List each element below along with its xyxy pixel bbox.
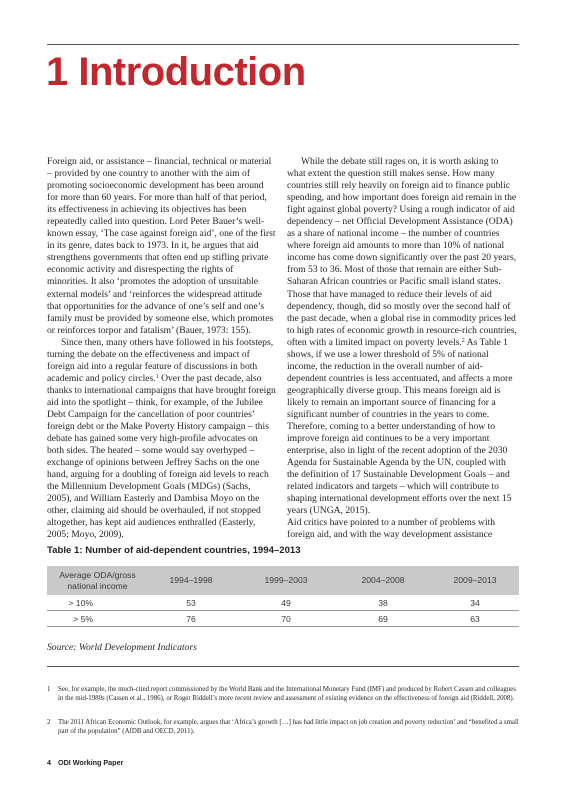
paragraph: Aid critics have pointed to a number of problems with foreign aid, and with the way development assistance <box>287 517 496 541</box>
table-cell: 69 <box>335 611 431 627</box>
table-cell: 63 <box>431 611 519 627</box>
footnote <box>47 686 519 703</box>
paragraph: Foreign aid, or assistance – financial, technical or material – provided by one country to another with the aim of promoting socioeconomic development has been around for more than 60 years. For more than half of that period, its effectiveness in achieving its objectives has been repeatedly called into question. Lord Peter Bauer’s well-known essay, ‘The case against foreign aid’, one of the first in its genre, dates back to 1973. In it, he argues that aid strengthens governments that often end up stifling private economic activity and disrespecting the rights of minorities. It also ‘promotes the adoption of unsuitable external models’ and ‘reinforces the widespread attitude that opportunities for the advance of one’s self and one’s family must be provided by someone else, which promotes or reinforces torpor and fatalism’ (Bauer, 1973: 155). <box>47 156 276 336</box>
footnote-text: See, for example, the much-cited report commissioned by the World Bank and the International Monetary Fund (IMF) and produced by Robert Cassen and colleagues in the mid-1980s (Cassen et al., 1986), or Roger Riddell’s more recent review and assessment of existing evidence on the effectiveness of foreign aid (Riddell, 2008). <box>58 686 516 702</box>
aid-dependency-table <box>47 566 519 627</box>
chapter-title: 1 Introduction <box>46 50 306 94</box>
body-column-right <box>287 156 519 542</box>
table-title: Table 1: Number of aid-dependent countries, 1994–2013 <box>47 545 301 556</box>
table-cell: 70 <box>237 611 335 627</box>
footnote-ref[interactable]: 1 <box>155 373 159 380</box>
column-header: Average ODA/gross national income <box>59 569 136 591</box>
row-label: > 10% <box>47 595 145 611</box>
footnote-ref[interactable]: 2 <box>461 337 465 344</box>
table-header-row <box>47 566 519 595</box>
paragraph-text: Over the past decade, also thanks to international campaigns that have brought foreign aid into the spotlight – think, for example, of the Jubilee Debt Campaign for the cancellation of poor countries’ foreign debt or the Make Poverty History campaign – this debate has gained some very high-profile advocates on both sides. The heated – some would say overhyped – exchange of opinions between Jeffrey Sachs on the one hand, arguing for a doubling of foreign aid levels to reach the Millennium Development Goals (MDGs) (Sachs, 2005), and William Easterly and Dambisa Moyo on the other, claiming aid should be overhauled, if not stopped altogether, has kept aid audiences enthralled (Easterly, 2005; Moyo, 2009). <box>47 372 276 541</box>
column-header: 1994–1998 <box>169 575 213 585</box>
body-column-left <box>47 156 277 542</box>
table-cell: 53 <box>145 595 237 611</box>
footnotes-rule <box>47 666 519 667</box>
table-cell: 49 <box>237 595 335 611</box>
page-footer <box>47 758 123 767</box>
table-row <box>47 595 519 611</box>
paragraph <box>47 337 277 542</box>
table-cell: 38 <box>335 595 431 611</box>
publication-name: ODI Working Paper <box>58 758 124 767</box>
table-source: Source: World Development Indicators <box>47 642 197 653</box>
table-cell: 34 <box>431 595 519 611</box>
paragraph-text: As Table 1 shows, if we use a lower threshold of 5% of national income, the reduction in the overall number of aid-dependent countries is less accentuated, and affects a more geographically diverse group. This means foreign aid is likely to remain an important source of financing for a significant number of countries in the years to come. Therefore, coming to a better understanding of how to improve foreign aid continues to be a very important enterprise, also in light of the recent adoption of the 2030 Agenda for Sustainable Agenda by the UN, coupled with the definition of 17 Sustainable Development Goals – and related indicators and targets – which will contribute to shaping international development efforts over the next 15 years (UNGA, 2015). <box>287 336 513 517</box>
table-row <box>47 611 519 627</box>
column-header: 1999–2003 <box>264 575 308 585</box>
table-cell: 76 <box>145 611 237 627</box>
top-rule <box>47 44 519 45</box>
paragraph-text: While the debate still rages on, it is worth asking to what extent the question still makes sense. How many countries still rely heavily on foreign aid to finance public spending, and how important does foreign aid remain in the fight against global poverty? Using a rough indicator of aid dependency – net Official Development Assistance (ODA) as a share of national income – the number of countries where foreign aid amounts to more than 10% of national income has come down significantly over the past 20 years, from 53 to 36. Most of those that remain are either Sub-Saharan African countries or Pacific small island states. Those that have managed to reduce their levels of aid dependency, though, did so mostly over the second half of the past decade, when a global rise in commodity prices led to high rates of economic growth in resource-rich countries, often with a limited impact on poverty levels. <box>287 156 517 348</box>
column-header: 2004–2008 <box>361 575 405 585</box>
footnote-number: 2 <box>47 719 51 726</box>
footnote-number: 1 <box>47 686 51 693</box>
page-number: 4 <box>47 758 51 767</box>
paragraph <box>287 156 519 517</box>
footnote <box>47 719 519 736</box>
row-label: > 5% <box>47 611 145 627</box>
column-header: 2009–2013 <box>453 575 497 585</box>
paragraph-text: Since then, many others have followed in his footsteps, turning the debate on the effectiveness and impact of foreign aid into a regular feature of discussions in both academic and policy circles. <box>47 336 274 384</box>
footnote-text: The 2011 African Economic Outlook, for example, argues that ‘Africa’s growth […] has had little impact on job creation and poverty reduction’ and “benefited a small part of the population” (AfDB and OECD, 2011). <box>58 719 519 735</box>
